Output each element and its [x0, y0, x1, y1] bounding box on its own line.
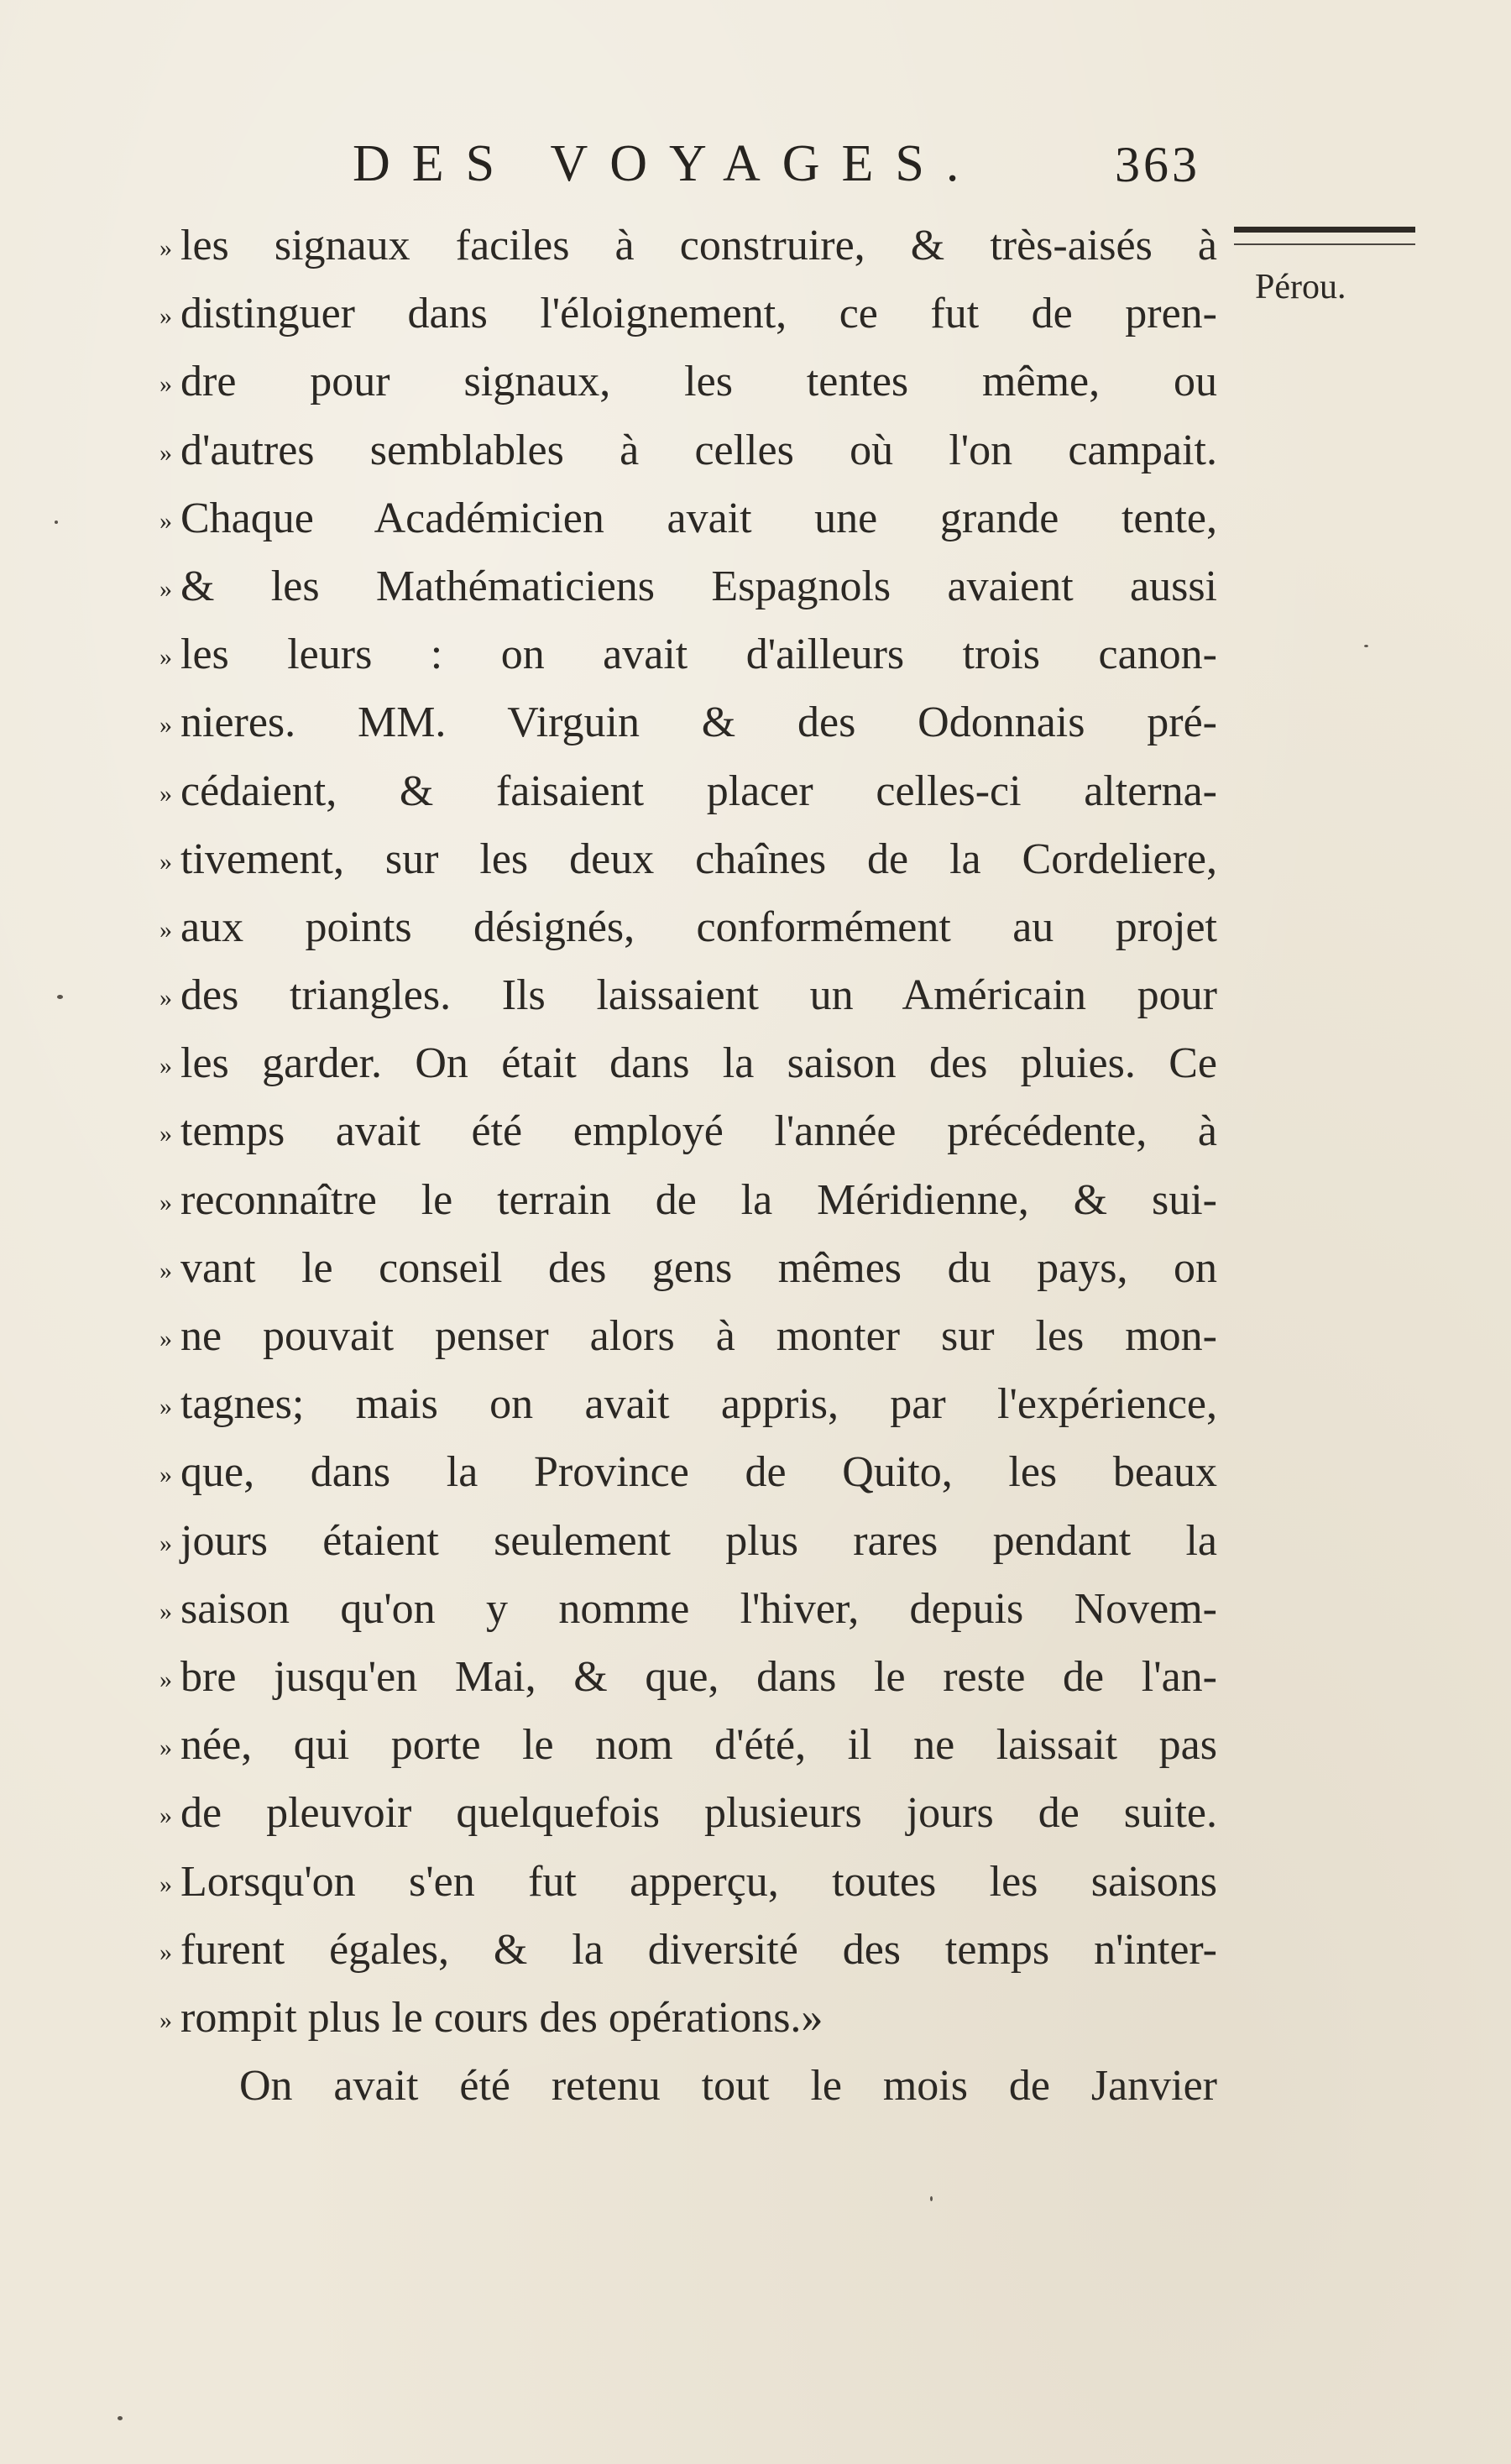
quote-mark: »: [159, 1938, 170, 1966]
line-text: rompit plus le cours des opérations.»: [180, 1993, 823, 2042]
line-text: furent égales, & la diversité des temps n'inter-: [180, 1925, 1217, 1974]
quote-mark: »: [159, 1734, 170, 1762]
text-line: [159, 212, 1217, 280]
text-line: [159, 348, 1217, 416]
text-line: [159, 1711, 1217, 1779]
text-line: [159, 1097, 1217, 1165]
text-line: [159, 1984, 1217, 2052]
text-line: [159, 280, 1217, 348]
text-line: [159, 484, 1217, 552]
text-line: [159, 893, 1217, 961]
text-line: [159, 961, 1217, 1029]
line-text: les garder. On était dans la saison des pluies. Ce: [180, 1039, 1217, 1088]
text-line: [159, 688, 1217, 756]
text-line: [159, 1438, 1217, 1506]
quote-mark: »: [159, 1052, 170, 1080]
line-text: bre jusqu'en Mai, & que, dans le reste de l'an-: [180, 1652, 1217, 1701]
running-title: DES VOYAGES.: [353, 135, 981, 192]
quote-mark: »: [159, 1188, 170, 1216]
paper-speck: [930, 2196, 933, 2201]
quote-mark: »: [159, 1461, 170, 1489]
line-text: aux points désignés, conformément au projet: [180, 902, 1217, 951]
line-text: Chaque Académicien avait une grande tente,: [180, 494, 1217, 542]
margin-rule: [1234, 227, 1415, 245]
quote-mark: »: [159, 711, 170, 740]
line-text: distinguer dans l'éloignement, ce fut de pren-: [180, 290, 1217, 338]
quote-mark: »: [159, 847, 170, 876]
text-line: [159, 1302, 1217, 1370]
quote-mark: »: [159, 302, 170, 331]
line-text: d'autres semblables à celles où l'on campait.: [180, 426, 1217, 474]
quote-mark: »: [159, 506, 170, 535]
text-line: [159, 1370, 1217, 1438]
line-text: que, dans la Province de Quito, les beaux: [180, 1448, 1217, 1497]
quote-mark: »: [159, 2006, 170, 2034]
line-text: née, qui porte le nom d'été, il ne laissait pas: [180, 1721, 1217, 1770]
line-text: cédaient, & faisaient placer celles-ci alterna-: [180, 766, 1217, 815]
line-text: tivement, sur les deux chaînes de la Cordeliere,: [180, 834, 1217, 883]
line-text: saison qu'on y nomme l'hiver, depuis Novem-: [180, 1584, 1217, 1633]
line-text: nieres. MM. Virguin & des Odonnais pré-: [180, 698, 1217, 747]
text-line: [159, 416, 1217, 484]
text-line: [159, 757, 1217, 825]
text-line: [159, 1166, 1217, 1234]
line-text: les signaux faciles à construire, & très-aisés à: [180, 222, 1217, 269]
text-line: [159, 552, 1217, 620]
line-text: temps avait été employé l'année précédente, à: [180, 1107, 1217, 1156]
quote-mark: »: [159, 1529, 170, 1557]
line-text: les leurs : on avait d'ailleurs trois canon-: [180, 630, 1217, 679]
text-line: [159, 1029, 1217, 1097]
quote-mark: »: [159, 1870, 170, 1898]
text-line: [159, 1575, 1217, 1643]
quote-mark: »: [159, 915, 170, 944]
text-line: [159, 1507, 1217, 1575]
text-line: [159, 1916, 1217, 1984]
paper-speck: [55, 521, 58, 524]
line-text: reconnaître le terrain de la Méridienne, & sui-: [180, 1175, 1217, 1224]
quote-mark: »: [159, 1393, 170, 1421]
quote-mark: »: [159, 1597, 170, 1625]
quote-mark: »: [159, 370, 170, 399]
text-line: [159, 1848, 1217, 1916]
line-text: On avait été retenu tout le mois de Janvier: [239, 2062, 1217, 2111]
paper-speck: [1364, 645, 1368, 647]
line-text: Lorsqu'on s'en fut apperçu, toutes les saisons: [180, 1857, 1217, 1906]
quote-mark: »: [159, 643, 170, 672]
page-number: 363: [1115, 137, 1200, 192]
paper-speck: [118, 2416, 123, 2420]
paper-speck: [57, 995, 63, 999]
text-line: [159, 825, 1217, 893]
line-text: vant le conseil des gens mêmes du pays, on: [180, 1243, 1217, 1292]
quote-mark: »: [159, 1325, 170, 1352]
quote-mark: »: [159, 1665, 170, 1693]
quote-mark: »: [159, 779, 170, 808]
quote-mark: »: [159, 1120, 170, 1148]
quote-mark: »: [159, 234, 170, 262]
body-text: [159, 212, 1217, 2120]
quote-mark: »: [159, 1256, 170, 1284]
line-text: & les Mathématiciens Espagnols avaient aussi: [180, 562, 1217, 610]
quote-mark: »: [159, 984, 170, 1012]
line-text: des triangles. Ils laissaient un Américain pour: [180, 971, 1217, 1020]
text-line: [159, 620, 1217, 688]
line-text: ne pouvait penser alors à monter sur les mon-: [180, 1312, 1217, 1360]
text-line: [159, 1779, 1217, 1847]
text-line: [159, 1234, 1217, 1302]
page-header: [353, 134, 1200, 201]
quote-mark: »: [159, 574, 170, 603]
line-text: dre pour signaux, les tentes même, ou: [180, 358, 1217, 406]
line-text: de pleuvoir quelquefois plusieurs jours de suite.: [180, 1789, 1217, 1838]
text-line: [159, 1643, 1217, 1711]
text-line: [159, 2052, 1217, 2120]
line-text: tagnes; mais on avait appris, par l'expérience,: [180, 1380, 1217, 1429]
quote-mark: »: [159, 1802, 170, 1830]
margin-note: Pérou.: [1255, 268, 1346, 306]
quote-mark: »: [159, 438, 170, 467]
line-text: jours étaient seulement plus rares pendant la: [180, 1516, 1217, 1565]
